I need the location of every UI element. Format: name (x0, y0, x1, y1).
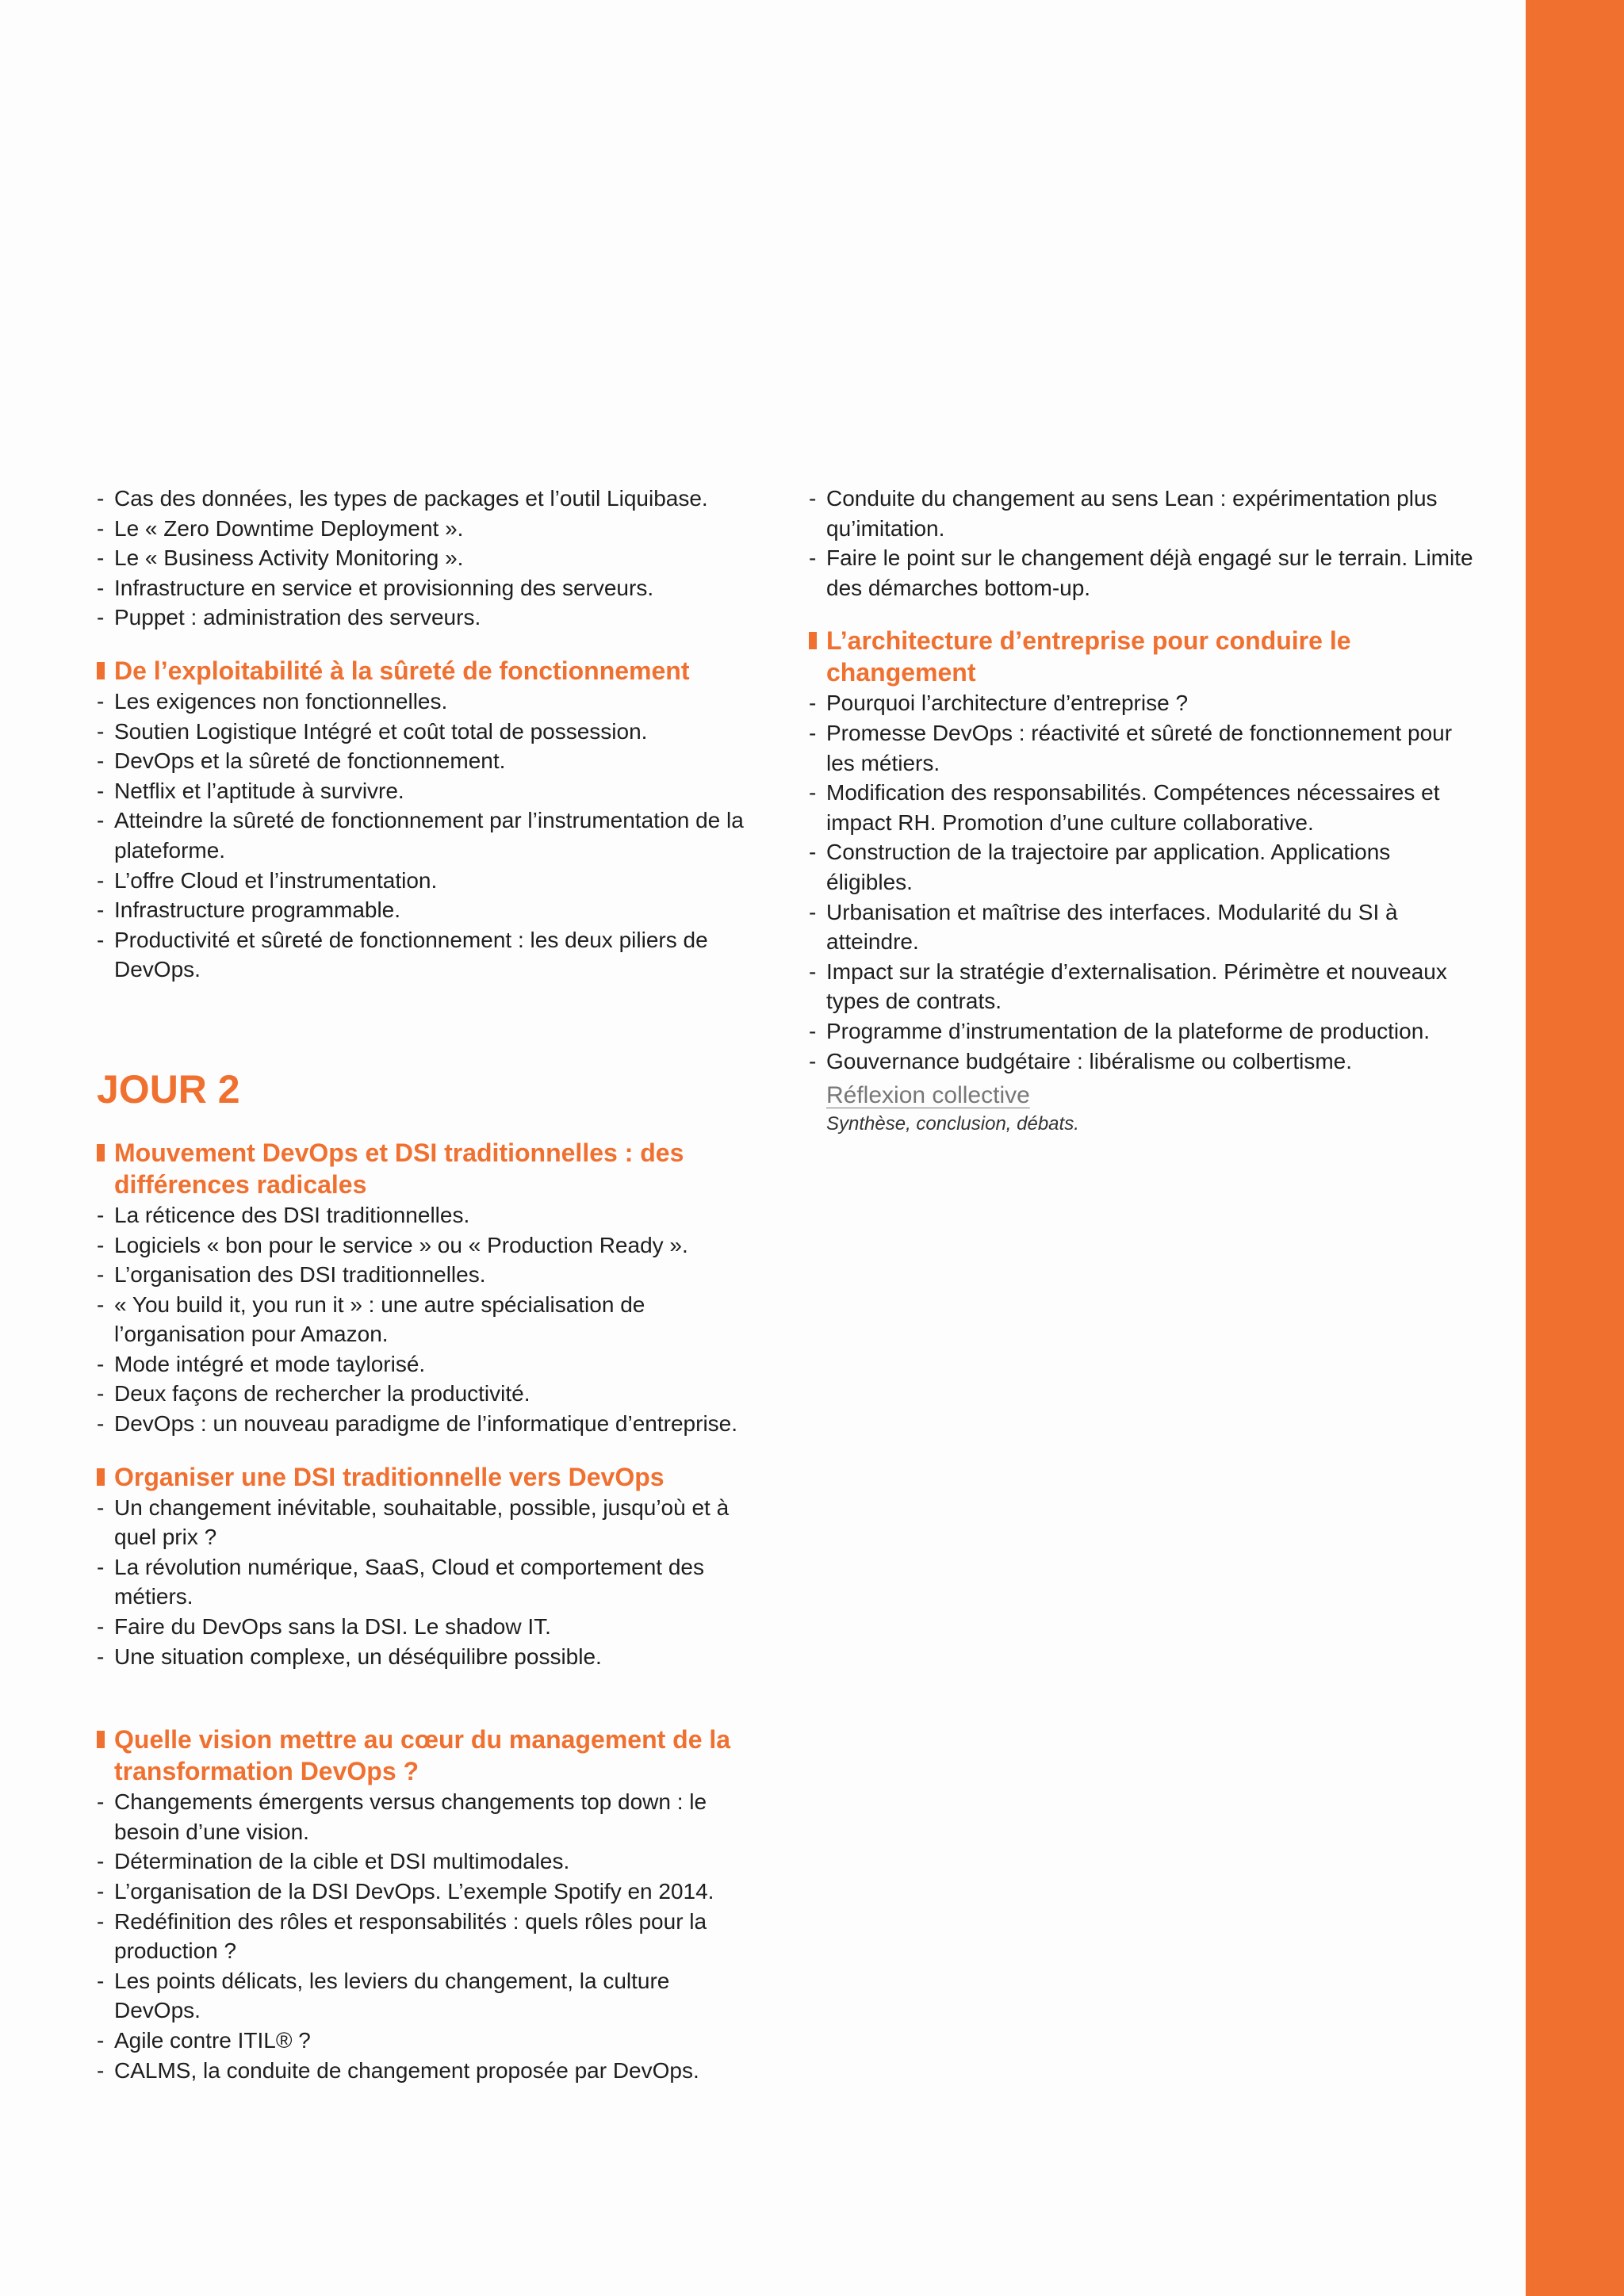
list-item: - Redéfinition des rôles et responsabilités : quels rôles pour la production ? (97, 1907, 755, 1966)
list-item: - La réticence des DSI traditionnelles. (97, 1200, 755, 1230)
section-title-architecture: L’architecture d’entreprise pour conduire le changement (809, 625, 1483, 688)
list-item: - Faire le point sur le changement déjà engagé sur le terrain. Limite des démarches bottom-up. (809, 543, 1483, 603)
list-item: - Puppet : administration des serveurs. (97, 603, 755, 633)
reflexion-collective-title: Réflexion collective (826, 1082, 1030, 1109)
list-item: - Conduite du changement au sens Lean : expérimentation plus qu’imitation. (809, 484, 1483, 543)
list-item: - Programme d’instrumentation de la plateforme de production. (809, 1016, 1483, 1047)
section-list-mouvement-devops (97, 1200, 755, 1439)
list-item: - Le « Business Activity Monitoring ». (97, 543, 755, 573)
section-title-mouvement-devops: Mouvement DevOps et DSI traditionnelles : des différences radicales (97, 1137, 755, 1200)
right-intro-list (809, 484, 1483, 603)
list-item: - Le « Zero Downtime Deployment ». (97, 514, 755, 544)
list-item: - Infrastructure programmable. (97, 895, 755, 925)
left-column (97, 484, 755, 2085)
list-item: - L’organisation des DSI traditionnelles. (97, 1260, 755, 1290)
list-item: - Les exigences non fonctionnelles. (97, 687, 755, 717)
list-item: - Construction de la trajectoire par application. Applications éligibles. (809, 837, 1483, 897)
section-list-organiser-dsi (97, 1493, 755, 1672)
list-item: - Netflix et l’aptitude à survivre. (97, 776, 755, 806)
right-column (809, 484, 1483, 1138)
list-item: - La révolution numérique, SaaS, Cloud et comportement des métiers. (97, 1552, 755, 1612)
list-item: - DevOps : un nouveau paradigme de l’informatique d’entreprise. (97, 1409, 755, 1439)
section-title-exploitabilite: De l’exploitabilité à la sûreté de fonctionnement (97, 655, 755, 687)
section-list-architecture (809, 688, 1483, 1076)
list-item: - L’organisation de la DSI DevOps. L’exemple Spotify en 2014. (97, 1877, 755, 1907)
section-list-vision (97, 1787, 755, 2085)
list-item: - Les points délicats, les leviers du changement, la culture DevOps. (97, 1966, 755, 2026)
list-item: - Détermination de la cible et DSI multimodales. (97, 1846, 755, 1877)
list-item: - Agile contre ITIL® ? (97, 2026, 755, 2056)
list-item: - Atteindre la sûreté de fonctionnement par l’instrumentation de la plateforme. (97, 806, 755, 865)
section-title-vision: Quelle vision mettre au cœur du management de la transformation DevOps ? (97, 1724, 755, 1787)
left-intro-list (97, 484, 755, 633)
list-item: - DevOps et la sûreté de fonctionnement. (97, 746, 755, 776)
list-item: - Urbanisation et maîtrise des interfaces. Modularité du SI à atteindre. (809, 897, 1483, 957)
list-item: - Deux façons de rechercher la productivité. (97, 1379, 755, 1409)
list-item: - Soutien Logistique Intégré et coût total de possession. (97, 717, 755, 747)
list-item: - Logiciels « bon pour le service » ou « Production Ready ». (97, 1230, 755, 1261)
list-item: - Infrastructure en service et provisionning des serveurs. (97, 573, 755, 603)
list-item: - Modification des responsabilités. Compétences nécessaires et impact RH. Promotion d’une culture collaborative. (809, 778, 1483, 837)
list-item: - Cas des données, les types de packages et l’outil Liquibase. (97, 484, 755, 514)
list-item: - Faire du DevOps sans la DSI. Le shadow IT. (97, 1612, 755, 1642)
list-item: - Gouvernance budgétaire : libéralisme ou colbertisme. (809, 1047, 1483, 1077)
list-item: - CALMS, la conduite de changement proposée par DevOps. (97, 2056, 755, 2086)
orange-side-bar (1526, 0, 1624, 2296)
list-item: - Pourquoi l’architecture d’entreprise ? (809, 688, 1483, 718)
reflexion-collective-subtitle: Synthèse, conclusion, débats. (826, 1113, 1079, 1135)
list-item: - L’offre Cloud et l’instrumentation. (97, 866, 755, 896)
list-item: - Mode intégré et mode taylorisé. (97, 1349, 755, 1380)
list-item: - Changements émergents versus changements top down : le besoin d’une vision. (97, 1787, 755, 1846)
list-item: - Une situation complexe, un déséquilibre possible. (97, 1642, 755, 1672)
section-title-organiser-dsi: Organiser une DSI traditionnelle vers DevOps (97, 1461, 755, 1493)
day-2-title: JOUR 2 (97, 1066, 240, 1112)
list-item: - Un changement inévitable, souhaitable, possible, jusqu’où et à quel prix ? (97, 1493, 755, 1552)
list-item: - Impact sur la stratégie d’externalisation. Périmètre et nouveaux types de contrats. (809, 957, 1483, 1016)
list-item: - « You build it, you run it » : une autre spécialisation de l’organisation pour Amazon. (97, 1290, 755, 1349)
list-item: - Promesse DevOps : réactivité et sûreté de fonctionnement pour les métiers. (809, 718, 1483, 778)
list-item: - Productivité et sûreté de fonctionnement : les deux piliers de DevOps. (97, 925, 755, 985)
section-list-exploitabilite (97, 687, 755, 985)
